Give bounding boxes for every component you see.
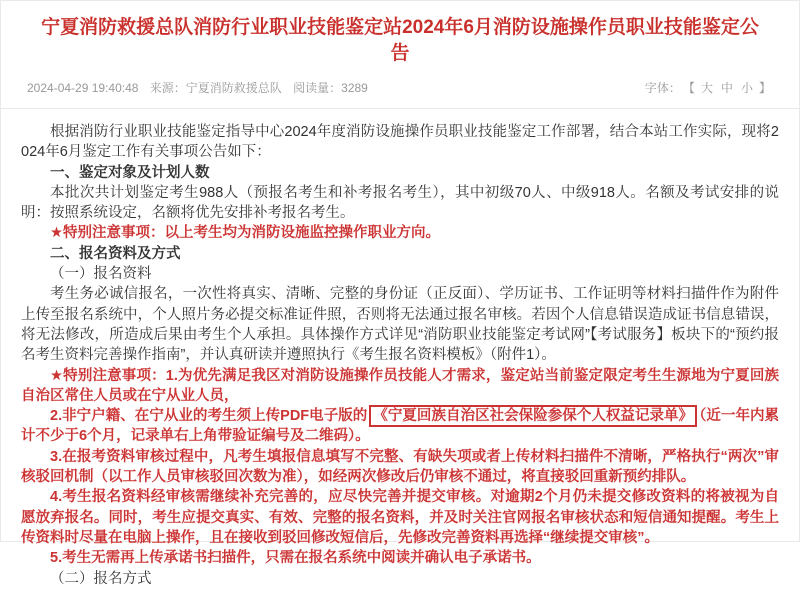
font-size-medium-button[interactable]: 中	[720, 81, 733, 95]
intro-paragraph: 根据消防行业职业技能鉴定指导中心2024年度消防设施操作员职业技能鉴定工作部署，结合本站工作实际，现将2024年6月鉴定工作有关事项公告如下：	[21, 124, 779, 161]
publish-datetime: 2024-04-29 19:40:48	[27, 81, 139, 95]
page-title: 宁夏消防救援总队消防行业职业技能鉴定站2024年6月消防设施操作员职业技能鉴定公告	[41, 17, 759, 64]
font-size-large-button[interactable]: 大	[700, 81, 713, 95]
view-count: 阅读量：3289	[293, 81, 368, 95]
highlighted-document-name: 《宁夏回族自治区社会保险参保个人权益记录单》	[369, 405, 697, 427]
font-size-control	[645, 79, 773, 96]
section2-subheading-1: （一）报名资料	[50, 266, 152, 283]
section1-heading: 一、鉴定对象及计划人数	[50, 164, 210, 181]
section1-notice: ★特别注意事项：以上考生均为消防设施监控操作职业方向。	[50, 225, 440, 242]
section2-heading: 二、报名资料及方式	[50, 245, 181, 262]
font-size-small-button[interactable]: 小	[740, 81, 753, 95]
meta-bar	[1, 77, 799, 108]
font-size-label: 字体：	[644, 81, 681, 95]
meta-info	[27, 79, 376, 96]
notice-item-2-post: （近一年内累计不少于6个月，记录单右上角带验证编号及二维码）。	[21, 408, 780, 445]
notice-item-2-pre: 2.非宁户籍、在宁从业的考生须上传PDF电子版的	[50, 408, 368, 425]
source-label: 来源：宁夏消防救援总队	[149, 81, 282, 95]
notice-item-3: 3.在报考资料审核过程中，凡考生填报信息填写不完整、有缺失项或者上传材料扫描件不清晰，严格执行“两次”审核驳回机制（以工作人员审核驳回次数为准），如经两次修改后仍审核不通过，将直接驳回重新预约排队。	[21, 448, 779, 486]
font-bracket-open: 【	[682, 81, 695, 95]
section2-paragraph: 考生务必诚信报名，一次性将真实、清晰、完整的身份证（正反面）、学历证书、工作证明等材料扫描件作为附件上传至报名系统中，个人照片务必提交标准证件照，否则将无法通过报名审核。若因个人信息错误造成证书信息错误，将无法修改，所造成后果由考生个人承担。具体操作方式详见“消防职业技能鉴定考试网”【考试服务】板块下的“预约报名考生资料完善操作指南”，并认真研读并遵照执行《考生报名资料模板》（附件1）。	[21, 286, 779, 364]
font-bracket-close: 】	[758, 81, 771, 95]
article-body	[1, 109, 799, 589]
section2-subheading-2: （二）报名方式	[50, 570, 152, 587]
notice-item-1: ★特别注意事项：1.为优先满足我区对消防设施操作员技能人才需求，鉴定站当前鉴定限定考生生源地为宁夏回族自治区常住人员或在宁从业人员，	[21, 367, 779, 404]
notice-item-5: 5.考生无需再上传承诺书扫描件，只需在报名系统中阅读并确认电子承诺书。	[50, 550, 541, 567]
notice-item-4: 4.考生报名资料经审核需继续补充完善的，应尽快完善并提交审核。对逾期2个月仍未提交修改资料的将被视为自愿放弃报名。同时，考生应提交真实、有效、完整的报名资料，并及时关注官网报名审核状态和短信通知提醒。考生上传资料时尽量在电脑上操作，且在接收到驳回修改短信后，先修改完善资料再选择“继续提交审核”。	[21, 489, 779, 546]
section1-paragraph: 本批次共计划鉴定考生988人（预报名考生和补考报名考生），其中初级70人、中级918人。名额及考试安排的说明：按照系统设定，名额将优先安排补考报名考生。	[21, 184, 779, 222]
notice-item-2	[21, 406, 779, 447]
